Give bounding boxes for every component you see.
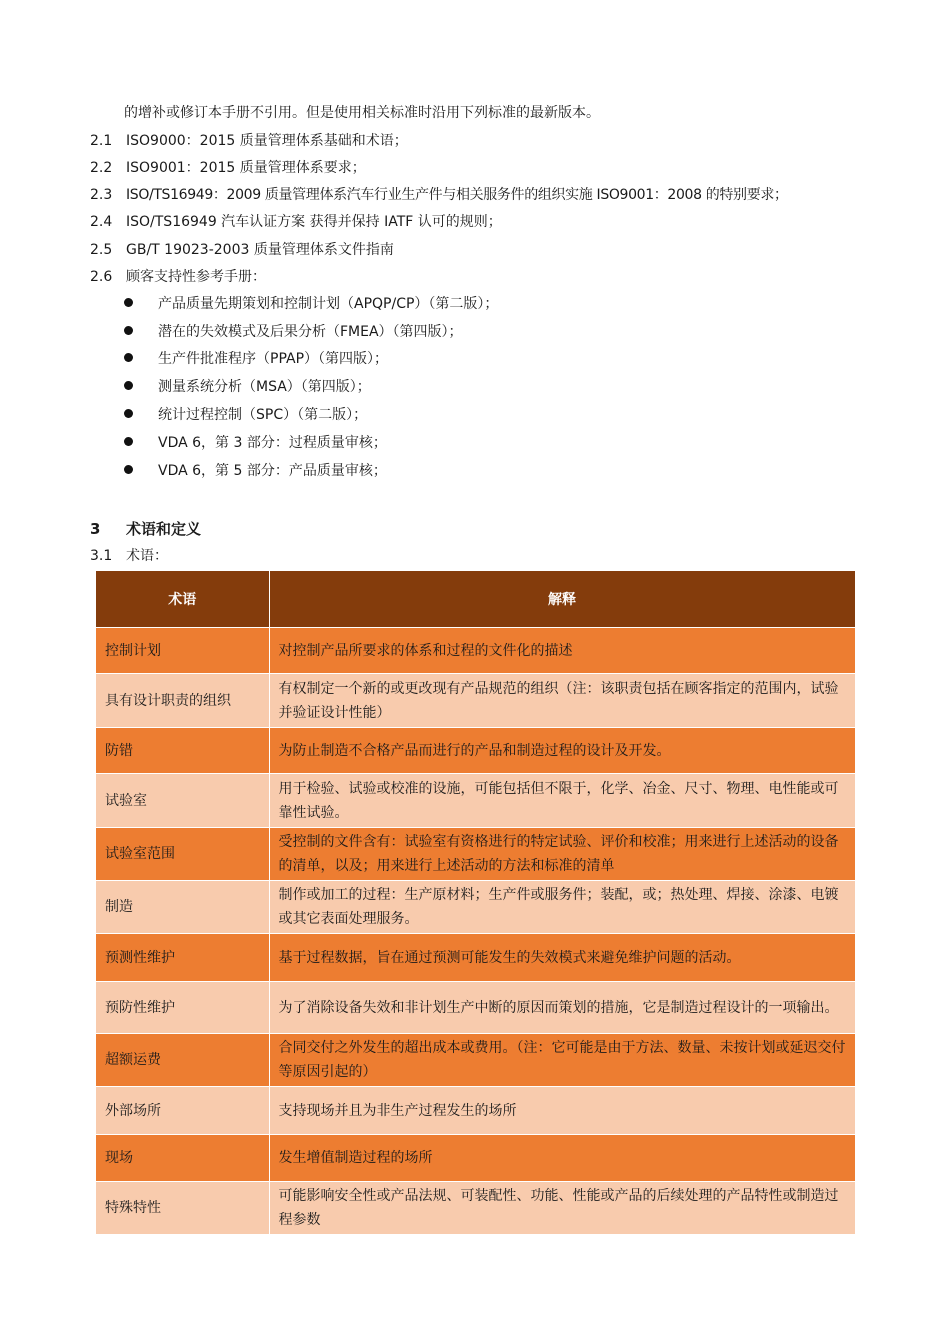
table-row [96,828,855,881]
reference-text: ISO9001：2015 质量管理体系要求； [126,160,366,176]
definition-cell: 可能影响安全性或产品法规、可装配性、功能、性能或产品的后续处理的产品特性或制造过程参数 [269,1182,855,1235]
reference-item [90,156,366,180]
term-cell: 外部场所 [96,1087,269,1135]
table-row [96,1034,855,1087]
term-cell: 特殊特性 [96,1182,269,1235]
definition-cell: 发生增值制造过程的场所 [269,1135,855,1182]
table-row [96,982,855,1034]
bullet-icon [124,353,133,362]
term-cell: 控制计划 [96,628,269,674]
manual-item [124,375,371,399]
manual-text: 测量系统分析（MSA）（第四版）； [158,379,371,395]
intro-continuation: 的增补或修订本手册不引用。但是使用相关标准时沿用下列标准的最新版本。 [124,105,600,121]
header-term: 术语 [96,571,269,628]
manual-text: 产品质量先期策划和控制计划（APQP/CP）（第二版）； [158,296,499,312]
table-header-row [96,571,855,628]
bullet-icon [124,298,133,307]
definition-cell: 有权制定一个新的或更改现有产品规范的组织（注：该职责包括在顾客指定的范围内，试验并验证设计性能） [269,674,855,728]
table-row [96,1087,855,1135]
reference-number: 2.6 [90,269,113,285]
reference-item [90,265,266,289]
subsection-number: 3.1 [90,548,113,564]
definition-cell: 支持现场并且为非生产过程发生的场所 [269,1087,855,1135]
table-row [96,774,855,828]
definition-cell: 合同交付之外发生的超出成本或费用。（注：它可能是由于方法、数量、未按计划或延迟交付等原因引起的） [269,1034,855,1087]
manual-item [124,347,388,371]
manual-text: 统计过程控制（SPC）（第二版）； [158,407,368,423]
header-definition: 解释 [269,571,855,628]
manual-item [124,320,463,344]
reference-number: 2.2 [90,160,113,176]
reference-item [90,210,502,234]
reference-number: 2.5 [90,242,113,258]
definition-cell: 为了消除设备失效和非计划生产中断的原因而策划的措施，它是制造过程设计的一项输出。 [269,982,855,1034]
manual-text: VDA 6，第 3 部分：过程质量审核； [158,435,387,451]
section-title: 术语和定义 [126,520,202,538]
reference-item [90,129,408,153]
bullet-icon [124,381,133,390]
term-cell: 超额运费 [96,1034,269,1087]
definition-cell: 对控制产品所要求的体系和过程的文件化的描述 [269,628,855,674]
table-row [96,1135,855,1182]
reference-item [90,183,788,207]
definition-cell: 基于过程数据，旨在通过预测可能发生的失效模式来避免维护问题的活动。 [269,934,855,982]
manual-text: 潜在的失效模式及后果分析（FMEA）（第四版）； [158,324,463,340]
term-cell: 预测性维护 [96,934,269,982]
table-row [96,674,855,728]
reference-number: 2.3 [90,187,113,203]
definition-cell: 用于检验、试验或校准的设施，可能包括但不限于，化学、冶金、尺寸、物理、电性能或可靠性试验。 [269,774,855,828]
term-cell: 现场 [96,1135,269,1182]
bullet-icon [124,409,133,418]
reference-text: ISO9000：2015 质量管理体系基础和术语； [126,133,408,149]
term-cell: 制造 [96,881,269,934]
table-row [96,881,855,934]
bullet-icon [124,465,133,474]
section-number: 3 [90,520,101,538]
reference-item [90,238,394,262]
subsection-heading [90,544,168,568]
definition-cell: 制作或加工的过程：生产原材料；生产件或服务件；装配，或；热处理、焊接、涂漆、电镀或其它表面处理服务。 [269,881,855,934]
definition-cell: 受控制的文件含有：试验室有资格进行的特定试验、评价和校准；用来进行上述活动的设备的清单，以及；用来进行上述活动的方法和标准的清单 [269,828,855,881]
reference-text: GB/T 19023-2003 质量管理体系文件指南 [126,242,394,258]
manual-item [124,459,387,483]
term-cell: 试验室范围 [96,828,269,881]
reference-text: 顾客支持性参考手册： [126,269,266,285]
subsection-title: 术语： [126,548,168,564]
definition-cell: 为防止制造不合格产品而进行的产品和制造过程的设计及开发。 [269,728,855,774]
reference-text: ISO/TS16949 汽车认证方案 获得并保持 IATF 认可的规则； [126,214,502,230]
table-row [96,728,855,774]
table-row [96,1182,855,1235]
table-row [96,934,855,982]
manual-item [124,292,498,316]
term-cell: 预防性维护 [96,982,269,1034]
manual-text: VDA 6，第 5 部分：产品质量审核； [158,463,387,479]
reference-text: ISO/TS16949：2009 质量管理体系汽车行业生产件与相关服务件的组织实施 ISO9001：2008 的特别要求； [126,187,788,203]
table-row [96,628,855,674]
section-heading [90,517,201,541]
reference-number: 2.4 [90,214,113,230]
terms-table [96,571,856,1235]
term-cell: 防错 [96,728,269,774]
bullet-icon [124,326,133,335]
term-cell: 试验室 [96,774,269,828]
manual-text: 生产件批准程序（PPAP）（第四版）； [158,351,389,367]
bullet-icon [124,437,133,446]
reference-number: 2.1 [90,133,113,149]
manual-item [124,403,367,427]
manual-item [124,431,387,455]
term-cell: 具有设计职责的组织 [96,674,269,728]
